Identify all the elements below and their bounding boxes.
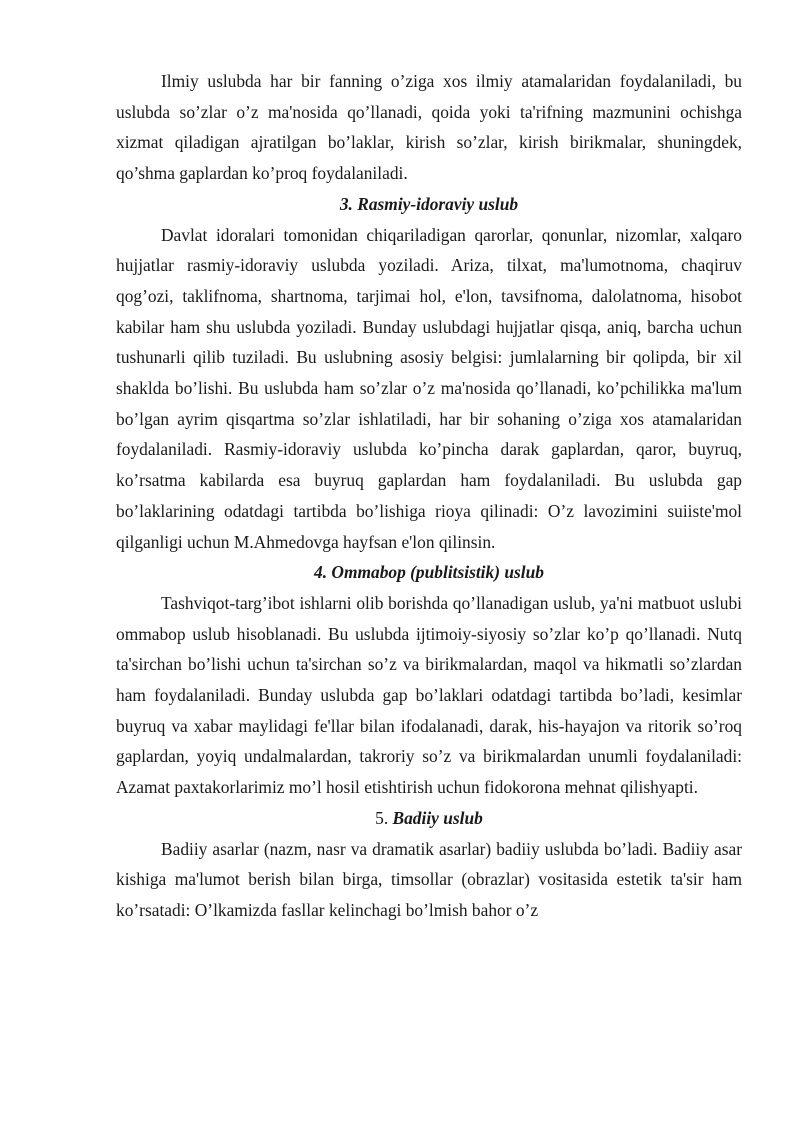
heading-number: 5. — [375, 807, 393, 828]
heading-rasmiy-idoraviy-uslub: 3. Rasmiy-idoraviy uslub — [339, 193, 519, 214]
heading-badiiy-uslub — [116, 803, 742, 834]
paragraph-rasmiy-idoraviy-uslub: Davlat idoralari tomonidan chiqariladigan qarorlar, qonunlar, nizomlar, xalqaro hujjatlar rasmiy-idoraviy uslubda yoziladi. Ariza, tilxat, ma'lumotnoma, chaqiruv qog’ozi, taklifnoma, shartnoma, tarjimai hol, e'lon, tavsifnoma, dalolatnoma, hisobot kabilar ham shu uslubda yoziladi. Bunday uslubdagi hujjatlar qisqa, aniq, barcha uchun tushunarli qilib tuziladi. Bu uslubning asosiy belgisi: jumlalarning bir qolipda, bir xil shaklda bo’lishi. Bu uslubda ham so’zlar o’z ma'nosida qo’llanadi, ko’pchilikka ma'lum bo’lgan ayrim qisqartma so’zlar ishlatiladi, har bir sohaning o’ziga xos atamalaridan foydalaniladi. Rasmiy-idoraviy uslubda ko’pincha darak gaplardan, qaror, buyruq, ko’rsatma kabilarda esa buyruq gaplardan ham foydalaniladi. Bu uslubda gap bo’laklarining odatdagi tartibda bo’lishiga rioya qilinadi: O’z lavozimini suiiste'mol qilganligi uchun M.Ahmedovga hayfsan e'lon qilinsin. — [116, 224, 742, 552]
heading-ommabop-uslub: 4. Ommabop (publitsistik) uslub — [314, 562, 544, 583]
document-page — [116, 66, 742, 926]
paragraph-badiiy-uslub: Badiiy asarlar (nazm, nasr va dramatik asarlar) badiiy uslubda bo’ladi. Badiiy asar kishiga ma'lumot berish bilan birga, timsollar (obrazlar) vositasida estetik ta'sir ham ko’rsatadi: O’lkamizda fasllar kelinchagi bo’lmish bahor o’z — [116, 838, 742, 920]
paragraph-ommabop-uslub: Tashviqot-targ’ibot ishlarni olib borishda qo’llanadigan uslub, ya'ni matbuot uslubi ommabop uslub hisoblanadi. Bu uslubda ijtimoiy-siyosiy so’zlar ko’p qo’llanadi. Nutq ta'sirchan bo’lishi uchun ta'sirchan so’z va birikmalardan, maqol va hikmatli so’zlardan ham foydalaniladi. Bunday uslubda gap bo’laklari odatdagi tartibda bo’ladi, kesimlar buyruq va xabar maylidagi fe'llar bilan ifodalanadi, darak, his-hayajon va ritorik so’roq gaplardan, yoyiq undalmalardan, takroriy so’z va birikmalardan unumli foydalaniladi: Azamat paxtakorlarimiz mo’l hosil etishtirish uchun fidokorona mehnat qilishyapti. — [116, 592, 742, 798]
heading-text: Badiiy uslub — [392, 807, 483, 828]
paragraph-ilmiy-uslub: Ilmiy uslubda har bir fanning o’ziga xos ilmiy atamalaridan foydalaniladi, bu uslubda so’zlar o’z ma'nosida qo’llanadi, qoida yoki ta'rifning mazmunini ochishga xizmat qiladigan ajratilgan bo’laklar, kirish so’zlar, kirish birikmalar, shuningdek, qo’shma gaplardan ko’proq foydalaniladi. — [116, 71, 742, 184]
